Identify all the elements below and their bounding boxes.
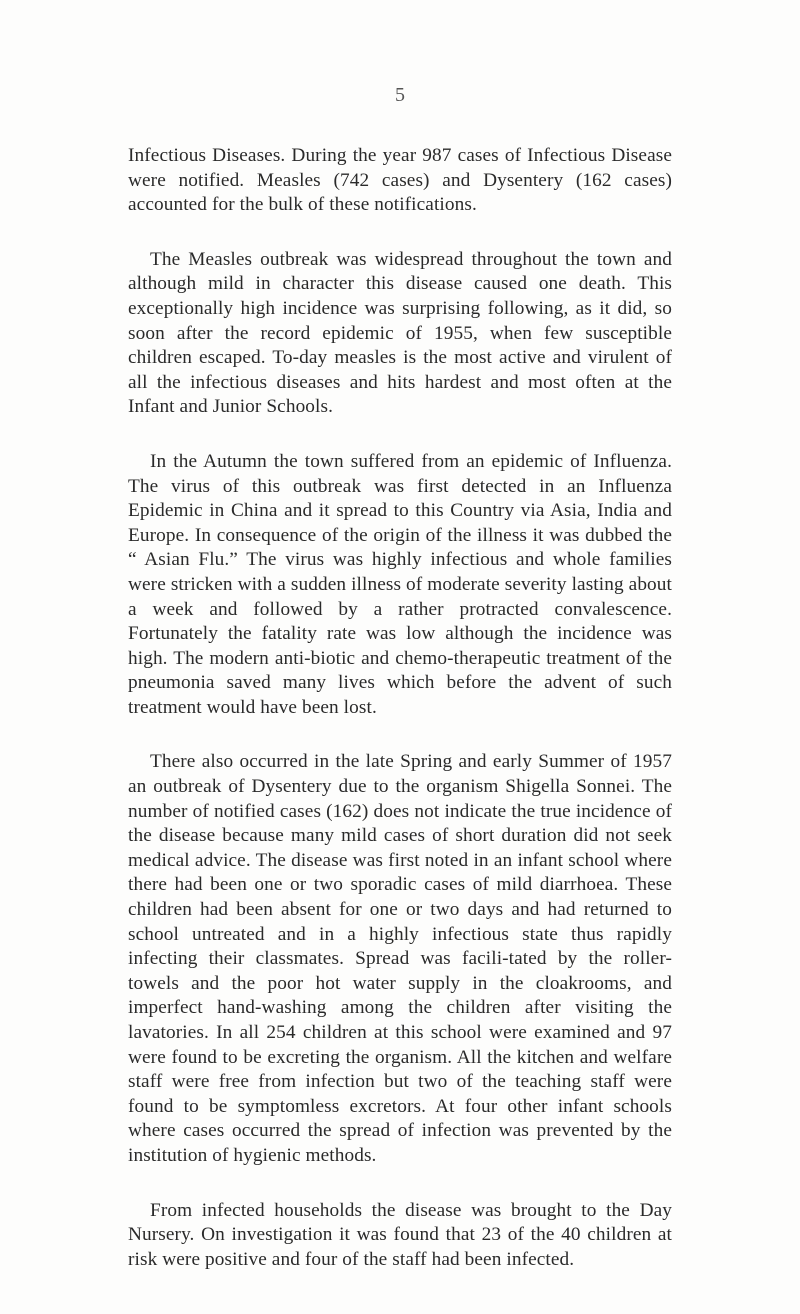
page-number: 5 bbox=[395, 84, 405, 106]
paragraph-infectious-diseases: Infectious Diseases. During the year 987 cases of Infectious Disease were notified. Measles (742 cases) and Dysentery (162 cases) accounted for the bulk of these notifications. bbox=[128, 145, 672, 216]
paragraph-dysentery: There also occurred in the late Spring and early Summer of 1957 an outbreak of Dysentery due to the organism Shigella Sonnei. The number of notified cases (162) does not indicate the true incidence of the disease because many mild cases of short duration did not seek medical advice. The disease was first noted in an infant school where there had been one or two sporadic cases of mild diarrhoea. These children had been absent for one or two days and had returned to school untreated and in a highly infectious state thus rapidly infecting their classmates. Spread was facili-tated by the roller-towels and the poor hot water supply in the cloakrooms, and imperfect hand-washing among the children after visiting the lavatories. In all 254 children at this school were examined and 97 were found to be excreting the organism. All the kitchen and welfare staff were free from infection but two of the teaching staff were found to be symptomless excretors. At four other infant schools where cases occurred the spread of infection was prevented by the institution of hygienic methods. bbox=[128, 751, 672, 1166]
paragraph-influenza: In the Autumn the town suffered from an epidemic of Influenza. The virus of this outbreak was first detected in an Influenza Epidemic in China and it spread to this Country via Asia, India and Europe. In consequence of the origin of the illness it was dubbed the “ Asian Flu.” The virus was highly infectious and whole families were stricken with a sudden illness of moderate severity lasting about a week and followed by a rather protracted convalescence. Fortunately the fatality rate was low although the incidence was high. The modern anti-biotic and chemo-therapeutic treatment of the pneumonia saved many lives which before the advent of such treatment would have been lost. bbox=[128, 450, 672, 718]
paragraph-measles: The Measles outbreak was widespread throughout the town and although mild in character this disease caused one death. This exceptionally high incidence was surprising following, as it did, so soon after the record epidemic of 1955, when few susceptible children escaped. To-day measles is the most active and virulent of all the infectious diseases and hits hardest and most often at the Infant and Junior Schools. bbox=[128, 248, 672, 418]
paragraph-day-nursery: From infected households the disease was brought to the Day Nursery. On investigation it was found that 23 of the 40 children at risk were positive and four of the staff had been infected. bbox=[128, 1199, 672, 1270]
body-text bbox=[128, 144, 672, 1302]
